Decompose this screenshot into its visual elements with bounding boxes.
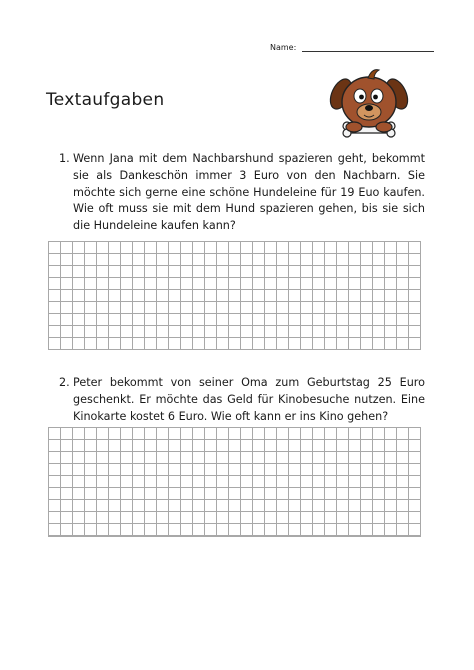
answer-grid-2[interactable] — [48, 427, 421, 537]
name-write-line[interactable] — [302, 43, 434, 52]
task-text: Wenn Jana mit dem Nachbarshund spazieren geht, bekommt sie als Dankeschön immer 3 Euro von den Nachbarn. Sie möchte sich gerne eine schöne Hundeleine für 19 Euo kaufen. Wie oft muss sie mit dem Hund spazieren gehen, bis sie sich die Hundeleine kaufen kann? — [73, 152, 425, 233]
dog-icon — [324, 64, 414, 142]
answer-grid-1[interactable] — [48, 241, 421, 350]
task-text: Peter bekommt von seiner Oma zum Geburtstag 25 Euro geschenkt. Er möchte das Geld für Kinobesuche nutzen. Eine Kinokarte kostet 6 Euro. Wie oft kann er ins Kino gehen? — [73, 376, 425, 423]
name-field[interactable] — [270, 43, 434, 52]
task-2 — [59, 375, 425, 425]
name-label: Name: — [270, 43, 297, 52]
task-number: 2. — [59, 376, 70, 389]
task-1 — [59, 151, 425, 235]
page-title: Textaufgaben — [46, 90, 165, 110]
task-number: 1. — [59, 152, 70, 165]
